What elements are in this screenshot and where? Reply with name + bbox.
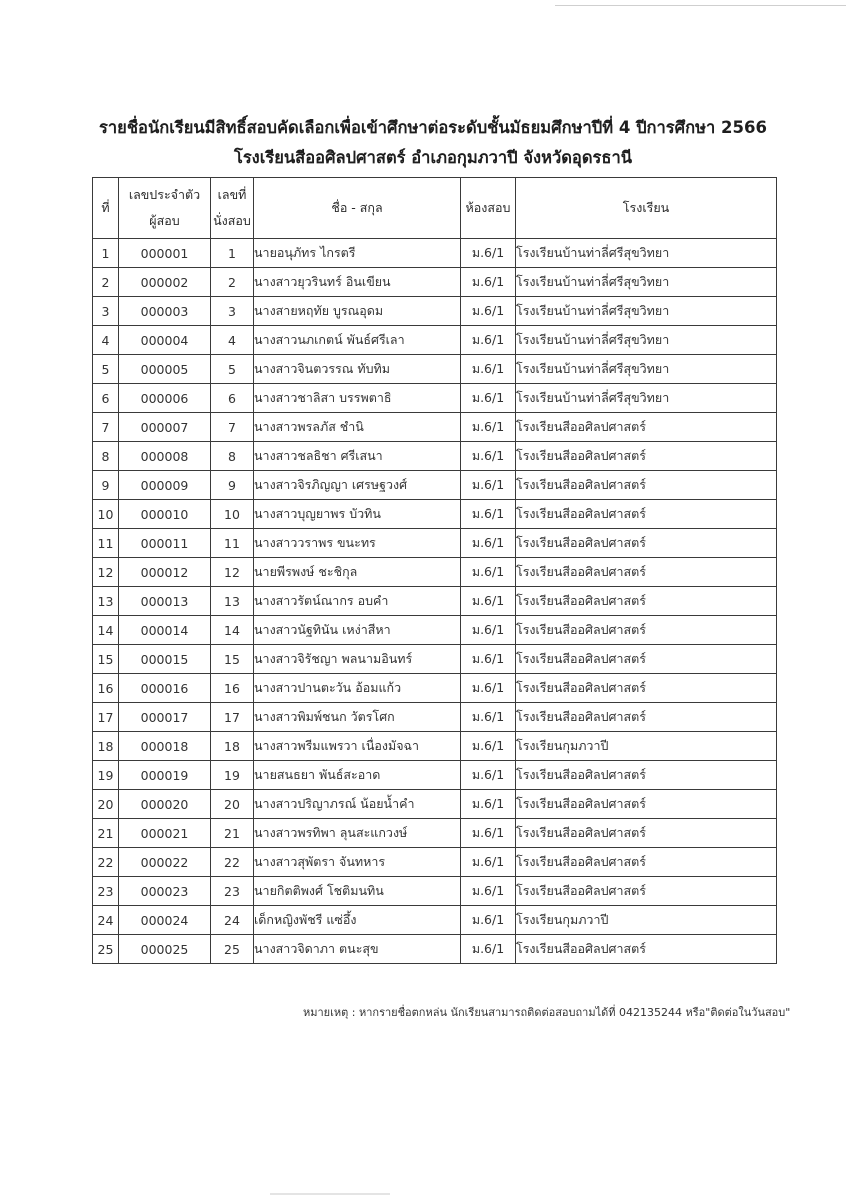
cell-exam-id: 000012 xyxy=(119,558,211,587)
cell-room: ม.6/1 xyxy=(461,268,516,297)
cell-name: นางสาวนัฐทินัน เหง่าสีหา xyxy=(254,616,461,645)
cell-exam-id: 000017 xyxy=(119,703,211,732)
table-row xyxy=(93,790,777,819)
table-row xyxy=(93,703,777,732)
cell-no: 10 xyxy=(93,500,119,529)
cell-room: ม.6/1 xyxy=(461,848,516,877)
cell-room: ม.6/1 xyxy=(461,500,516,529)
cell-seat: 9 xyxy=(211,471,254,500)
cell-seat: 12 xyxy=(211,558,254,587)
cell-room: ม.6/1 xyxy=(461,645,516,674)
cell-exam-id: 000001 xyxy=(119,239,211,268)
cell-name: นางสาวจิรภิญญา เศรษฐวงศ์ xyxy=(254,471,461,500)
cell-no: 18 xyxy=(93,732,119,761)
cell-no: 21 xyxy=(93,819,119,848)
cell-no: 7 xyxy=(93,413,119,442)
cell-room: ม.6/1 xyxy=(461,732,516,761)
cell-room: ม.6/1 xyxy=(461,529,516,558)
cell-school: โรงเรียนสีออศิลปศาสตร์ xyxy=(516,877,777,906)
document-subtitle: โรงเรียนสีออศิลปศาสตร์ อำเภอกุมภวาปี จังหวัดอุดรธานี xyxy=(233,148,633,167)
cell-school: โรงเรียนสีออศิลปศาสตร์ xyxy=(516,500,777,529)
cell-no: 2 xyxy=(93,268,119,297)
cell-name: นางสาววราพร ขนะทร xyxy=(254,529,461,558)
table-row xyxy=(93,297,777,326)
header-exam-id: เลขประจำตัว ผู้สอบ xyxy=(119,178,211,239)
cell-seat: 11 xyxy=(211,529,254,558)
header-no: ที่ xyxy=(93,178,119,239)
table-row xyxy=(93,645,777,674)
cell-room: ม.6/1 xyxy=(461,558,516,587)
cell-no: 22 xyxy=(93,848,119,877)
cell-exam-id: 000024 xyxy=(119,906,211,935)
cell-exam-id: 000016 xyxy=(119,674,211,703)
table-row xyxy=(93,674,777,703)
cell-room: ม.6/1 xyxy=(461,326,516,355)
cell-name: เด็กหญิงพัชรี แซ่อึ้ง xyxy=(254,906,461,935)
cell-school: โรงเรียนบ้านท่าลี่ศรีสุขวิทยา xyxy=(516,239,777,268)
cell-name: นางสาวจินตวรรณ ทับทิม xyxy=(254,355,461,384)
header-school: โรงเรียน xyxy=(516,178,777,239)
cell-school: โรงเรียนบ้านท่าลี่ศรีสุขวิทยา xyxy=(516,297,777,326)
cell-seat: 17 xyxy=(211,703,254,732)
cell-exam-id: 000003 xyxy=(119,297,211,326)
cell-seat: 22 xyxy=(211,848,254,877)
cell-name: นายอนุภัทร ไกรตรี xyxy=(254,239,461,268)
cell-room: ม.6/1 xyxy=(461,819,516,848)
table-row xyxy=(93,384,777,413)
cell-name: นายกิตติพงศ์ โชติมนทิน xyxy=(254,877,461,906)
table-row xyxy=(93,268,777,297)
cell-no: 23 xyxy=(93,877,119,906)
cell-seat: 8 xyxy=(211,442,254,471)
cell-name: นางสาวชาลิสา บรรพตาธิ xyxy=(254,384,461,413)
cell-school: โรงเรียนสีออศิลปศาสตร์ xyxy=(516,819,777,848)
cell-school: โรงเรียนกุมภวาปี xyxy=(516,732,777,761)
cell-exam-id: 000004 xyxy=(119,326,211,355)
scan-edge-line xyxy=(555,5,846,6)
table-row xyxy=(93,239,777,268)
cell-name: นางสาวปริญาภรณ์ น้อยน้ำคำ xyxy=(254,790,461,819)
cell-room: ม.6/1 xyxy=(461,877,516,906)
cell-school: โรงเรียนสีออศิลปศาสตร์ xyxy=(516,413,777,442)
cell-seat: 6 xyxy=(211,384,254,413)
cell-exam-id: 000006 xyxy=(119,384,211,413)
cell-exam-id: 000014 xyxy=(119,616,211,645)
cell-no: 24 xyxy=(93,906,119,935)
cell-school: โรงเรียนสีออศิลปศาสตร์ xyxy=(516,703,777,732)
cell-seat: 25 xyxy=(211,935,254,964)
cell-seat: 3 xyxy=(211,297,254,326)
cell-no: 11 xyxy=(93,529,119,558)
cell-school: โรงเรียนสีออศิลปศาสตร์ xyxy=(516,616,777,645)
cell-seat: 23 xyxy=(211,877,254,906)
cell-name: นางสาวพรทิพา ลุนสะแกวงษ์ xyxy=(254,819,461,848)
cell-name: นางสาวพิมพ์ชนก วัตรโศก xyxy=(254,703,461,732)
cell-no: 20 xyxy=(93,790,119,819)
cell-exam-id: 000009 xyxy=(119,471,211,500)
table-row xyxy=(93,471,777,500)
cell-exam-id: 000007 xyxy=(119,413,211,442)
cell-name: นางสาวชลธิชา ศรีเสนา xyxy=(254,442,461,471)
cell-no: 6 xyxy=(93,384,119,413)
cell-school: โรงเรียนสีออศิลปศาสตร์ xyxy=(516,471,777,500)
cell-name: นายสนธยา พันธ์สะอาด xyxy=(254,761,461,790)
table-row xyxy=(93,587,777,616)
cell-room: ม.6/1 xyxy=(461,674,516,703)
cell-seat: 10 xyxy=(211,500,254,529)
cell-name: นางสาวสุพัตรา จันทหาร xyxy=(254,848,461,877)
cell-exam-id: 000010 xyxy=(119,500,211,529)
table-row xyxy=(93,558,777,587)
cell-no: 3 xyxy=(93,297,119,326)
header-room: ห้องสอบ xyxy=(461,178,516,239)
cell-seat: 5 xyxy=(211,355,254,384)
cell-exam-id: 000005 xyxy=(119,355,211,384)
cell-room: ม.6/1 xyxy=(461,616,516,645)
footnote: หมายเหตุ : หากรายชื่อตกหล่น นักเรียนสามารถติดต่อสอบถามได้ที่ 042135244 หรือ"ติดต่อในวันสอบ" xyxy=(303,1006,791,1019)
cell-exam-id: 000025 xyxy=(119,935,211,964)
table-header-row xyxy=(93,178,777,239)
table-row xyxy=(93,500,777,529)
cell-exam-id: 000013 xyxy=(119,587,211,616)
cell-school: โรงเรียนสีออศิลปศาสตร์ xyxy=(516,558,777,587)
cell-room: ม.6/1 xyxy=(461,297,516,326)
cell-exam-id: 000022 xyxy=(119,848,211,877)
cell-no: 8 xyxy=(93,442,119,471)
cell-no: 5 xyxy=(93,355,119,384)
cell-room: ม.6/1 xyxy=(461,442,516,471)
cell-no: 15 xyxy=(93,645,119,674)
cell-no: 16 xyxy=(93,674,119,703)
table-row xyxy=(93,413,777,442)
table-row xyxy=(93,616,777,645)
cell-school: โรงเรียนสีออศิลปศาสตร์ xyxy=(516,761,777,790)
cell-school: โรงเรียนสีออศิลปศาสตร์ xyxy=(516,790,777,819)
cell-name: นางสาวรัตน์ณากร อบคำ xyxy=(254,587,461,616)
cell-room: ม.6/1 xyxy=(461,790,516,819)
candidate-table xyxy=(92,177,777,964)
cell-room: ม.6/1 xyxy=(461,384,516,413)
cell-seat: 21 xyxy=(211,819,254,848)
cell-no: 9 xyxy=(93,471,119,500)
cell-no: 12 xyxy=(93,558,119,587)
cell-school: โรงเรียนสีออศิลปศาสตร์ xyxy=(516,674,777,703)
table-row xyxy=(93,732,777,761)
cell-seat: 16 xyxy=(211,674,254,703)
cell-room: ม.6/1 xyxy=(461,587,516,616)
cell-seat: 2 xyxy=(211,268,254,297)
cell-seat: 20 xyxy=(211,790,254,819)
cell-seat: 24 xyxy=(211,906,254,935)
cell-seat: 18 xyxy=(211,732,254,761)
cell-no: 14 xyxy=(93,616,119,645)
cell-seat: 14 xyxy=(211,616,254,645)
cell-name: นางสาวจิรัชญา พลนามอินทร์ xyxy=(254,645,461,674)
cell-school: โรงเรียนกุมภวาปี xyxy=(516,906,777,935)
table-row xyxy=(93,355,777,384)
table-row xyxy=(93,819,777,848)
cell-exam-id: 000020 xyxy=(119,790,211,819)
cell-school: โรงเรียนบ้านท่าลี่ศรีสุขวิทยา xyxy=(516,268,777,297)
cell-name: นางสาวพรีมแพรวา เนื่องมัจฉา xyxy=(254,732,461,761)
cell-exam-id: 000021 xyxy=(119,819,211,848)
table-row xyxy=(93,761,777,790)
cell-name: นางสาวพรลภัส ชำนิ xyxy=(254,413,461,442)
cell-name: นางสายหฤทัย บูรณอุดม xyxy=(254,297,461,326)
cell-seat: 15 xyxy=(211,645,254,674)
cell-school: โรงเรียนบ้านท่าลี่ศรีสุขวิทยา xyxy=(516,355,777,384)
cell-no: 13 xyxy=(93,587,119,616)
cell-exam-id: 000011 xyxy=(119,529,211,558)
cell-room: ม.6/1 xyxy=(461,355,516,384)
cell-exam-id: 000015 xyxy=(119,645,211,674)
cell-name: นางสาวบุญยาพร บัวทิน xyxy=(254,500,461,529)
table-row xyxy=(93,935,777,964)
document-title: รายชื่อนักเรียนมีสิทธิ์สอบคัดเลือกเพื่อเข้าศึกษาต่อระดับชั้นมัธยมศึกษาปีที่ 4 ปีการศึกษา 2566 xyxy=(99,118,767,137)
cell-no: 1 xyxy=(93,239,119,268)
cell-name: นางสาวปานตะวัน อ้อมแก้ว xyxy=(254,674,461,703)
cell-no: 17 xyxy=(93,703,119,732)
header-name: ชื่อ - สกุล xyxy=(254,178,461,239)
cell-exam-id: 000008 xyxy=(119,442,211,471)
cell-seat: 13 xyxy=(211,587,254,616)
cell-exam-id: 000002 xyxy=(119,268,211,297)
table-row xyxy=(93,326,777,355)
cell-school: โรงเรียนบ้านท่าลี่ศรีสุขวิทยา xyxy=(516,326,777,355)
cell-name: นางสาวนภเกตน์ พันธ์ศรีเลา xyxy=(254,326,461,355)
cell-no: 25 xyxy=(93,935,119,964)
cell-room: ม.6/1 xyxy=(461,471,516,500)
cell-seat: 19 xyxy=(211,761,254,790)
scan-artifact xyxy=(270,1193,390,1195)
cell-no: 4 xyxy=(93,326,119,355)
table-row xyxy=(93,529,777,558)
header-seat: เลขที่ นั่งสอบ xyxy=(211,178,254,239)
table-row xyxy=(93,442,777,471)
table-row xyxy=(93,877,777,906)
table-body xyxy=(93,239,777,964)
cell-school: โรงเรียนสีออศิลปศาสตร์ xyxy=(516,848,777,877)
cell-exam-id: 000023 xyxy=(119,877,211,906)
cell-name: นางสาวจิดาภา ตนะสุข xyxy=(254,935,461,964)
cell-school: โรงเรียนสีออศิลปศาสตร์ xyxy=(516,442,777,471)
cell-school: โรงเรียนสีออศิลปศาสตร์ xyxy=(516,587,777,616)
cell-room: ม.6/1 xyxy=(461,906,516,935)
cell-seat: 7 xyxy=(211,413,254,442)
cell-exam-id: 000018 xyxy=(119,732,211,761)
cell-seat: 1 xyxy=(211,239,254,268)
cell-school: โรงเรียนบ้านท่าลี่ศรีสุขวิทยา xyxy=(516,384,777,413)
cell-no: 19 xyxy=(93,761,119,790)
cell-school: โรงเรียนสีออศิลปศาสตร์ xyxy=(516,645,777,674)
cell-name: นายพีรพงษ์ ชะชิกุล xyxy=(254,558,461,587)
cell-exam-id: 000019 xyxy=(119,761,211,790)
cell-room: ม.6/1 xyxy=(461,935,516,964)
cell-seat: 4 xyxy=(211,326,254,355)
cell-school: โรงเรียนสีออศิลปศาสตร์ xyxy=(516,529,777,558)
cell-name: นางสาวยุวรินทร์ อินเขียน xyxy=(254,268,461,297)
table-row xyxy=(93,906,777,935)
cell-room: ม.6/1 xyxy=(461,413,516,442)
cell-room: ม.6/1 xyxy=(461,703,516,732)
cell-room: ม.6/1 xyxy=(461,239,516,268)
cell-school: โรงเรียนสีออศิลปศาสตร์ xyxy=(516,935,777,964)
table-row xyxy=(93,848,777,877)
cell-room: ม.6/1 xyxy=(461,761,516,790)
